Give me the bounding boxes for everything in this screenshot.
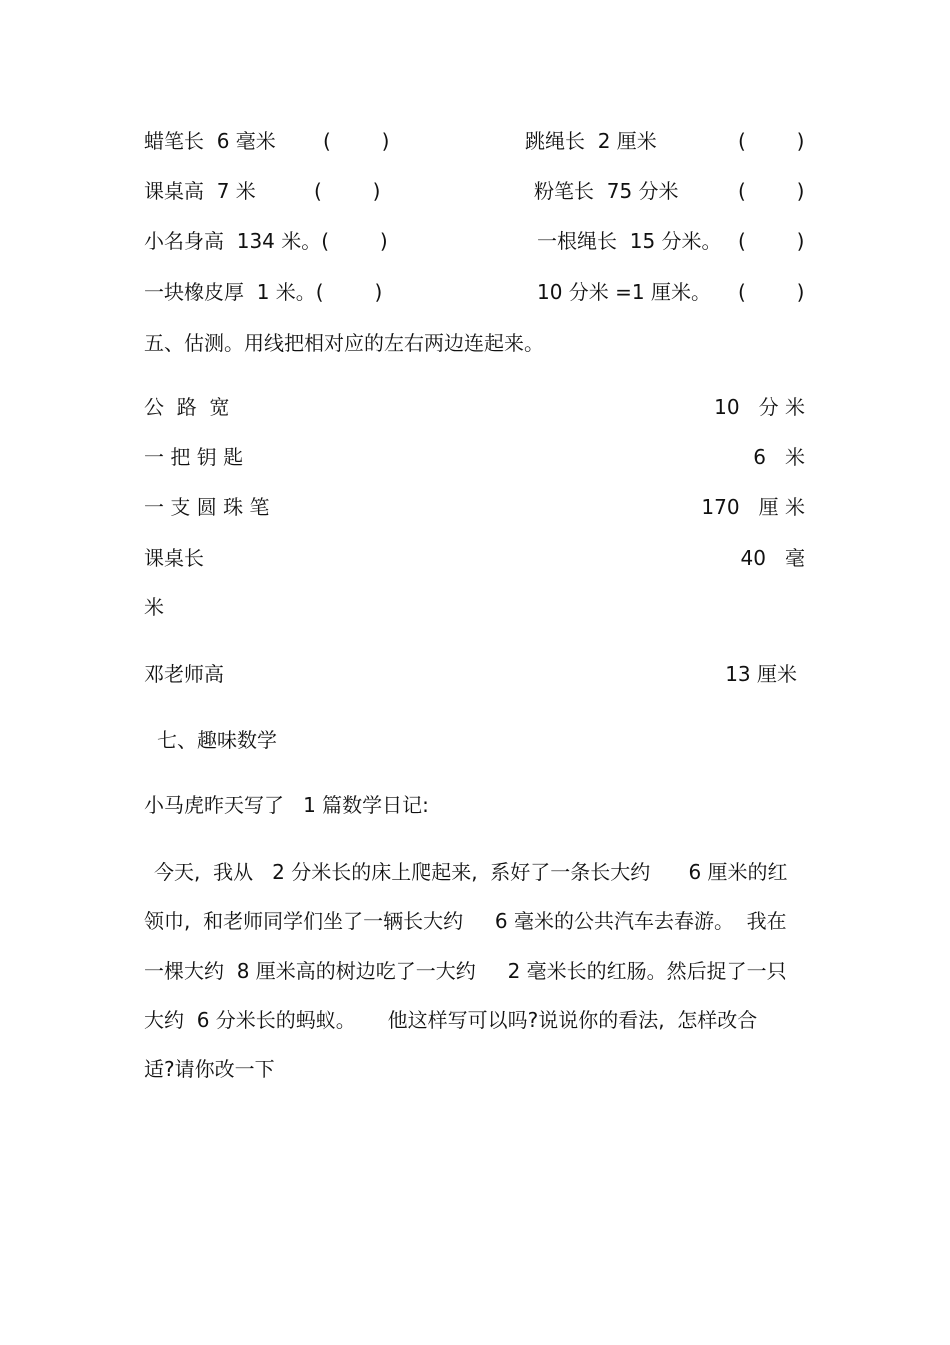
- judge-row-2-left-paren[interactable]: ( ): [314, 179, 381, 203]
- match-right-1[interactable]: 10 分 米: [714, 395, 805, 419]
- story-intro: 小马虎昨天写了 1 篇数学日记:: [144, 793, 429, 817]
- match-right-3[interactable]: 170 厘 米: [701, 495, 805, 519]
- judge-row-2-left: 课桌高 7 米: [144, 179, 256, 203]
- judge-row-4-left: 一块橡皮厚 1 米。( ): [144, 280, 383, 304]
- match-left-1[interactable]: 公 路 宽: [144, 395, 230, 419]
- judge-row-3-right: 一根绳长 15 分米。: [537, 229, 722, 253]
- match-right-2[interactable]: 6 米: [753, 445, 805, 469]
- judge-row-1-right: 跳绳长 2 厘米: [525, 129, 657, 153]
- judge-row-2-right: 粉笔长 75 分米: [534, 179, 679, 203]
- match-left-3[interactable]: 一 支 圆 珠 笔: [144, 495, 270, 519]
- judge-row-4-right-paren[interactable]: ( ): [738, 280, 805, 304]
- match-left-4[interactable]: 课桌长: [144, 546, 204, 570]
- match-right-5[interactable]: 13 厘米: [725, 662, 797, 686]
- section-5-title: 五、估测。用线把相对应的左右两边连起来。: [144, 331, 544, 355]
- judge-row-1-left: 蜡笔长 6 毫米: [144, 129, 276, 153]
- story-line-4: 大约 6 分米长的蚂蚁。 他这样写可以吗?说说你的看法, 怎样改合: [144, 1008, 758, 1032]
- judge-row-1-right-paren[interactable]: ( ): [738, 129, 805, 153]
- judge-row-1-left-paren[interactable]: ( ): [323, 129, 390, 153]
- story-line-5: 适?请你改一下: [144, 1057, 275, 1081]
- story-line-1: 今天, 我从 2 分米长的床上爬起来, 系好了一条长大约 6 厘米的红: [154, 860, 788, 884]
- section-7-title: 七、趣味数学: [157, 728, 277, 752]
- match-right-4[interactable]: 40 毫: [740, 546, 805, 570]
- story-line-2: 领巾, 和老师同学们坐了一辆长大约 6 毫米的公共汽车去春游。 我在: [144, 909, 787, 933]
- judge-row-3-right-paren[interactable]: ( ): [738, 229, 805, 253]
- match-right-4-wrap: 米: [144, 595, 164, 619]
- story-line-3: 一棵大约 8 厘米高的树边吃了一大约 2 毫米长的红肠。然后捉了一只: [144, 959, 787, 983]
- judge-row-3-left: 小名身高 134 米。( ): [144, 229, 388, 253]
- judge-row-4-right: 10 分米 =1 厘米。: [537, 280, 712, 304]
- judge-row-2-right-paren[interactable]: ( ): [738, 179, 805, 203]
- match-left-2[interactable]: 一 把 钥 匙: [144, 445, 244, 469]
- match-left-5[interactable]: 邓老师高: [144, 662, 224, 686]
